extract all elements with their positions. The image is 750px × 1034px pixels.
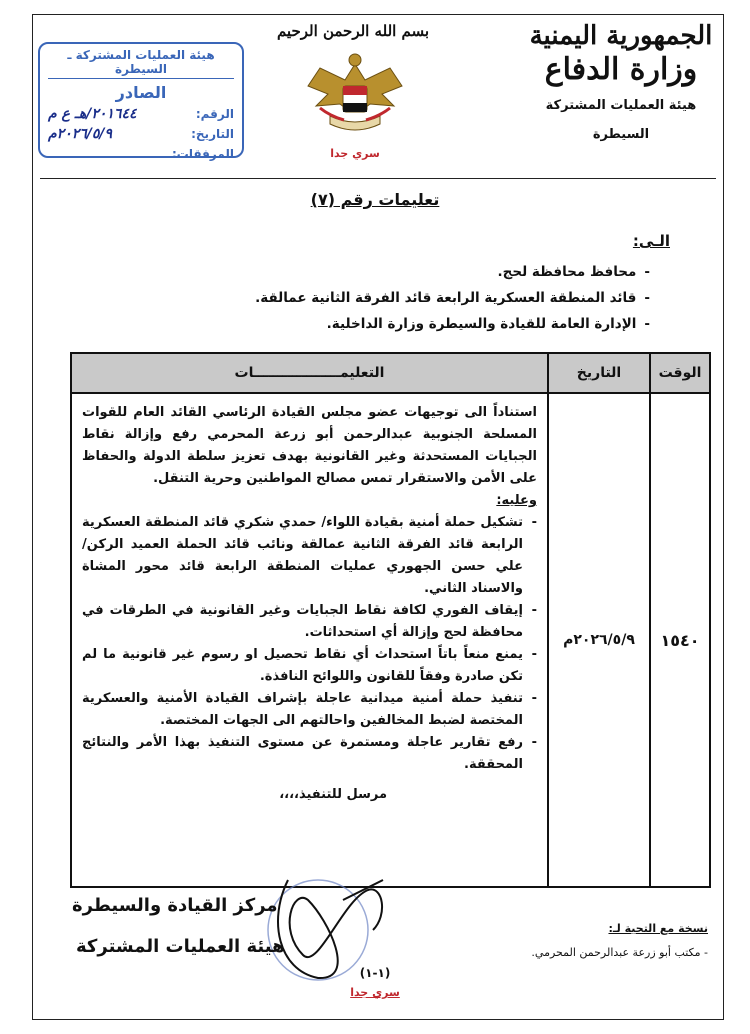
stamp-date-label: التاريخ:	[191, 127, 234, 141]
letterhead	[516, 20, 726, 142]
copy-item: - مكتب أبو زرعة عبدالرحمن المحرمي.	[531, 946, 708, 959]
thereupon-label: وعليه:	[496, 493, 537, 508]
table-header-row	[71, 353, 710, 393]
list-item: - تشكيل حملة أمنية بقيادة اللواء/ حمدي شكري قائد المنطقة العسكرية الرابعة قائد الفرقة الثانية عمالقة ونائب قائد الحملة العميد الركن/ علي حسن الجهوري عمليات المنطقة الرابعة قائد محور المشاة والاسناد الثاني.	[82, 512, 537, 600]
eagle-emblem-icon	[300, 46, 410, 146]
stamp-date-value: ٢٠٢٦/٥/٩م	[48, 126, 113, 142]
recipient-text: محافظ محافظة لحج.	[497, 264, 637, 280]
to-label: الـى:	[632, 232, 670, 250]
instructions-table	[70, 352, 711, 888]
date-value: ٢٠٢٦/٥/٩م	[548, 393, 650, 887]
copy-label: نسخة مع التحية لـ:	[608, 922, 708, 935]
header-time: الوقت	[650, 353, 710, 393]
header-date: التاريخ	[548, 353, 650, 393]
list-item-text: تشكيل حملة أمنية بقيادة اللواء/ حمدي شكري قائد المنطقة العسكرية الرابعة قائد الفرقة الثانية عمالقة ونائب قائد الحملة العميد الركن/ علي حسن الجهوري عمليات المنطقة الرابعة قائد محور المشاة والاسناد الثاني.	[82, 515, 523, 596]
time-value: ١٥٤٠	[650, 393, 710, 887]
table-row	[71, 393, 710, 887]
classification-bottom: سري جدا	[350, 986, 400, 999]
stamp-ref-value: ٢٠١٦٤٤/هـ ع م	[48, 106, 137, 122]
recipient-2: -قائد المنطقة العسكرية الرابعة قائد الفرقة الثانية عمالقة.	[255, 290, 650, 306]
signatory-line-2: هيئة العمليات المشتركة	[76, 936, 285, 957]
recipient-1: -محافظ محافظة لحج.	[497, 264, 650, 280]
list-item: - تنفيذ حملة أمنية ميدانية عاجلة بإشراف القيادة الأمنية والعسكرية المختصة لضبط المخالفين واحالتهم الى الجهات المختصة.	[82, 688, 537, 732]
page-number: (١-١)	[359, 966, 391, 980]
list-item-text: رفع تقارير عاجلة ومستمرة عن مستوى التنفيذ بهذا الأمر والنتائج المحققة.	[82, 735, 523, 772]
recipient-text: قائد المنطقة العسكرية الرابعة قائد الفرقة الثانية عمالقة.	[255, 290, 637, 306]
copy-item-text: مكتب أبو زرعة عبدالرحمن المحرمي.	[531, 946, 701, 959]
stamp-attach-row	[48, 144, 234, 164]
stamp-attach-label: المرفقات:	[172, 147, 234, 161]
list-item-text: يمنع منعاً باتاً استحداث أي نقاط تحصيل او رسوم غير قانونية ما لم تكن صادرة وفقاً للقانون واللوائح النافذة.	[82, 647, 523, 684]
list-item-text: إيقاف الفوري لكافة نقاط الجبايات وغير القانونية في الطرقات في محافظة لحج وإزالة أي استحداثات.	[82, 603, 523, 640]
recipient-text: الإدارة العامة للقيادة والسيطرة وزارة الداخلية.	[326, 316, 637, 332]
control-name: السيطرة	[592, 127, 650, 142]
intro-paragraph: استناداً الى توجيهات عضو مجلس القيادة الرئاسي القائد العام للقوات المسلحة الجنوبية عبدالرحمن أبو زرعة المحرمي رفع وإزالة نقاط الجبايات المستحدثة وغير القانونية بهدف تعزيز سلطة الدولة والحفاظ على الأمن والاستقرار تمس مصالح المواطنين وحرية التنقل.	[82, 405, 537, 486]
stamp-subtitle: الصادر	[115, 83, 167, 102]
basmala: بسم الله الرحمن الرحيم	[276, 22, 430, 40]
list-item-text: تنفيذ حملة أمنية ميدانية عاجلة بإشراف القيادة الأمنية والعسكرية المختصة لضبط المخالفين واحالتهم الى الجهات المختصة.	[82, 691, 523, 728]
stamp-ref-row	[48, 104, 234, 124]
joint-ops-name: هيئة العمليات المشتركة	[545, 98, 697, 113]
list-item: - رفع تقارير عاجلة ومستمرة عن مستوى التنفيذ بهذا الأمر والنتائج المحققة.	[82, 732, 537, 776]
header-divider	[40, 178, 716, 179]
list-item: - يمنع منعاً باتاً استحداث أي نقاط تحصيل او رسوم غير قانونية ما لم تكن صادرة وفقاً للقانون واللوائح النافذة.	[82, 644, 537, 688]
recipient-3: -الإدارة العامة للقيادة والسيطرة وزارة الداخلية.	[326, 316, 650, 332]
stamp-date-row	[48, 124, 234, 144]
republic-name: الجمهورية اليمنية	[529, 21, 713, 51]
list-item: - إيقاف الفوري لكافة نقاط الجبايات وغير القانونية في الطرقات في محافظة لحج وإزالة أي استحداثات.	[82, 600, 537, 644]
signatory-line-1: مركز القيادة والسيطرة	[72, 895, 278, 916]
stamp-ref-label: الرقم:	[195, 107, 234, 121]
instructions-cell	[71, 393, 548, 887]
ministry-name: وزارة الدفاع	[544, 52, 698, 87]
registry-stamp	[38, 42, 244, 161]
closing-text: مرسل للتنفيذ،،،،	[279, 787, 387, 802]
header-instructions: التعليمــــــــــــــــــات	[71, 353, 548, 393]
stamp-title: هيئة العمليات المشتركة ـ السيطرة	[48, 48, 234, 79]
document-title: تعليمات رقم (٧)	[310, 190, 440, 209]
classification-top: سري جدا	[330, 147, 380, 160]
